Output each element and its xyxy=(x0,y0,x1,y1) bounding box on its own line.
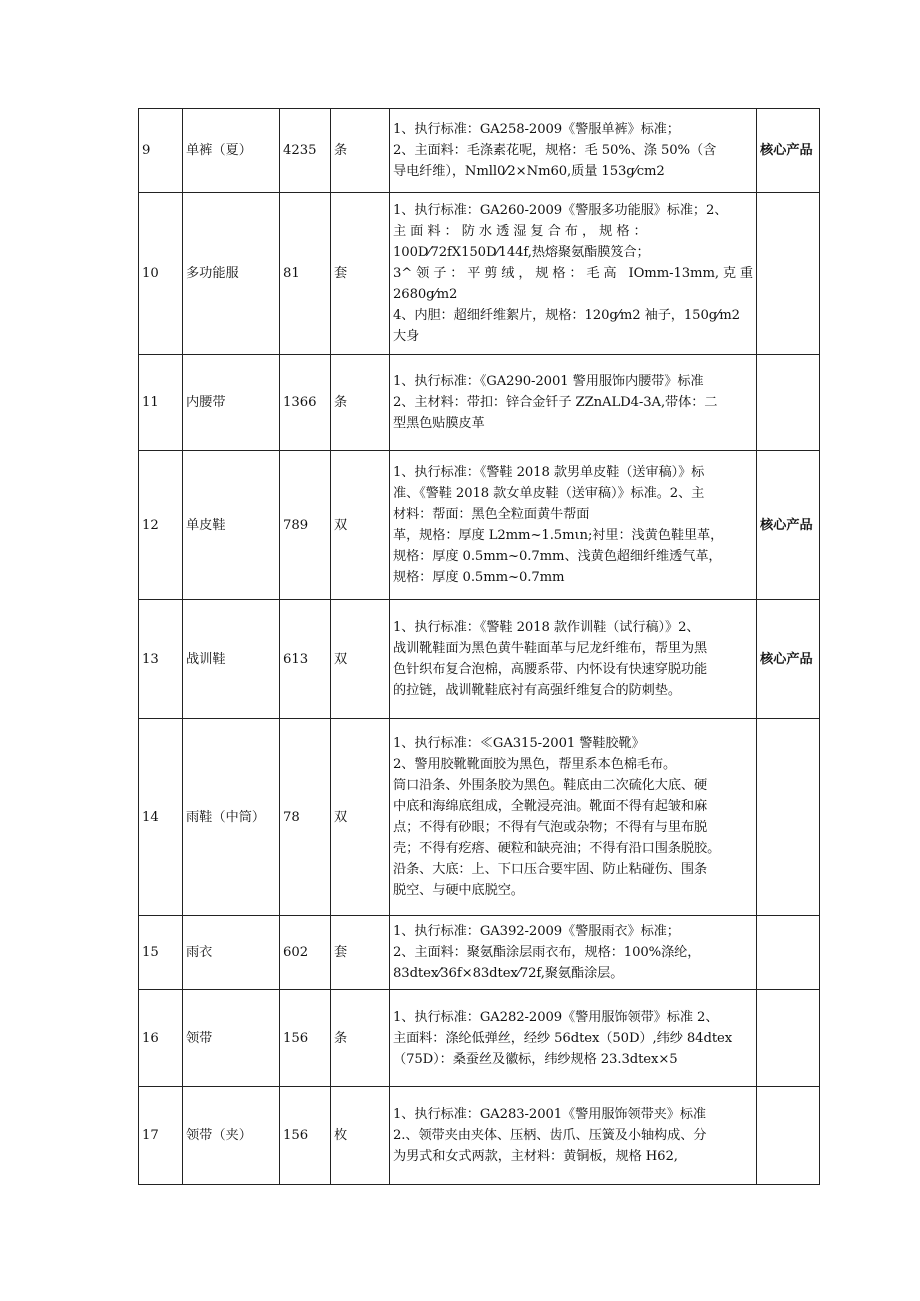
spec-line: 主面料：涤纶低弹丝，经纱 56dtex（50D）,纬纱 84dtex xyxy=(393,1030,733,1046)
cell-no: 15 xyxy=(139,916,183,990)
spec-line: 2、主面料：聚氨酯涂层雨衣布，规格：100%涤纶， xyxy=(393,945,701,960)
cell-spec xyxy=(390,355,757,451)
cell-unit: 双 xyxy=(331,719,390,916)
spec-line: 革，规格：厚度 L2mm~1.5mιn;衬里：浅黄色鞋里革， xyxy=(393,528,724,543)
spec-line: 壳；不得有疙瘩、硬粒和缺亮油；不得有沿口围条脱胶。 xyxy=(393,841,721,856)
cell-qty: 789 xyxy=(280,451,331,600)
spec-line: 材料：帮面：黑色全粒面黄牛帮面 xyxy=(393,507,590,522)
product-spec-table xyxy=(138,108,820,1185)
spec-line: 1、执行标准：GA392-2009《警服雨衣》标准； xyxy=(393,924,680,939)
cell-qty: 78 xyxy=(280,719,331,916)
cell-note: 核心产品 xyxy=(757,600,820,719)
cell-qty: 602 xyxy=(280,916,331,990)
table-row xyxy=(139,600,820,719)
table-row xyxy=(139,990,820,1087)
spec-line: 中底和海绵底组成，全靴浸亮油。靴面不得有起皱和麻 xyxy=(393,799,708,814)
spec-line: 1、执行标准：《警鞋 2018 款男单皮鞋（送审稿）》标 xyxy=(393,465,705,480)
cell-note xyxy=(757,719,820,916)
cell-spec xyxy=(390,600,757,719)
cell-spec xyxy=(390,1087,757,1185)
cell-note xyxy=(757,916,820,990)
spec-line: 83dtex⁄36f×83dtex⁄72f,聚氨酯涂层。 xyxy=(393,966,624,981)
cell-spec xyxy=(390,990,757,1087)
spec-line: 规格：厚度 0.5mm~0.7mm xyxy=(393,570,565,585)
cell-no: 11 xyxy=(139,355,183,451)
spec-line: 大身 xyxy=(393,329,420,344)
table-body xyxy=(139,109,820,1185)
spec-line: 2、警用胶靴靴面胶为黑色，帮里系本色棉毛布。 xyxy=(393,757,677,772)
spec-line: 1、执行标准：《警鞋 2018 款作训鞋（试行稿）》2、 xyxy=(393,620,700,635)
spec-line: 沿条、大底：上、下口压合要牢固、防止粘碰伤、围条 xyxy=(393,862,708,877)
cell-qty: 81 xyxy=(280,193,331,355)
spec-line: 导电纤维），Nmll0⁄2×Nm60,质量 153g⁄cm2 xyxy=(393,164,665,179)
table-row xyxy=(139,109,820,193)
cell-no: 10 xyxy=(139,193,183,355)
cell-unit: 双 xyxy=(331,600,390,719)
cell-note xyxy=(757,1087,820,1185)
cell-name: 雨衣 xyxy=(183,916,280,990)
cell-name: 领带 xyxy=(183,990,280,1087)
cell-no: 17 xyxy=(139,1087,183,1185)
cell-qty: 156 xyxy=(280,990,331,1087)
cell-unit: 条 xyxy=(331,990,390,1087)
cell-no: 14 xyxy=(139,719,183,916)
cell-spec xyxy=(390,451,757,600)
cell-spec xyxy=(390,916,757,990)
cell-note xyxy=(757,990,820,1087)
spec-line: 为男式和女式两款，主材料：黄铜板，规格 H62, xyxy=(393,1149,678,1164)
spec-line: 4、内胆：超细纤维絮片，规格：120g⁄m2 袖子，150g⁄m2 xyxy=(393,308,740,323)
spec-line: 型黑色贴膜皮革 xyxy=(393,416,485,431)
cell-unit: 条 xyxy=(331,355,390,451)
cell-spec xyxy=(390,109,757,193)
table-row xyxy=(139,193,820,355)
cell-unit: 双 xyxy=(331,451,390,600)
table-row xyxy=(139,451,820,600)
cell-spec xyxy=(390,193,757,355)
table-row xyxy=(139,1087,820,1185)
spec-line: 点；不得有砂眼；不得有气泡或杂物；不得有与里布脱 xyxy=(393,820,708,835)
cell-note: 核心产品 xyxy=(757,451,820,600)
spec-line: 100D⁄72fX150D⁄144f,热熔聚氨酯膜笈合； xyxy=(393,245,650,260)
spec-line: 1、执行标准：GA258-2009《警服单裤》标准； xyxy=(393,122,680,137)
cell-name: 雨鞋（中筒） xyxy=(183,719,280,916)
cell-qty: 1366 xyxy=(280,355,331,451)
cell-unit: 枚 xyxy=(331,1087,390,1185)
cell-unit: 套 xyxy=(331,916,390,990)
spec-line: 3^领子：平剪绒，规格：毛高 IOmm-13mm,克重 2680g⁄m2 xyxy=(393,266,753,302)
table-row xyxy=(139,916,820,990)
cell-qty: 613 xyxy=(280,600,331,719)
cell-no: 12 xyxy=(139,451,183,600)
spec-line: 2、主材料：带扣：锌合金钎子 ZZnALD4-3A,带体：二 xyxy=(393,395,718,410)
cell-spec xyxy=(390,719,757,916)
cell-note: 核心产品 xyxy=(757,109,820,193)
cell-no: 16 xyxy=(139,990,183,1087)
table-row xyxy=(139,355,820,451)
spec-line: 1、执行标准：≪GA315-2001 警鞋胶靴》 xyxy=(393,736,645,751)
cell-qty: 4235 xyxy=(280,109,331,193)
spec-line: 1、执行标准：GA260-2009《警服多功能服》标准；2、 xyxy=(393,203,728,218)
spec-line: 规格：厚度 0.5mm~0.7mm、浅黄色超细纤维透气革， xyxy=(393,549,722,564)
cell-name: 内腰带 xyxy=(183,355,280,451)
cell-qty: 156 xyxy=(280,1087,331,1185)
spec-line: 1、执行标准：《GA290-2001 警用服饰内腰带》标准 xyxy=(393,374,704,389)
spec-line: 筒口沿条、外围条胶为黑色。鞋底由二次硫化大底、硬 xyxy=(393,778,708,793)
spec-line: 2、主面料：毛涤素花呢，规格：毛 50%、涤 50%（含 xyxy=(393,143,717,158)
spec-line: 准、《警鞋 2018 款女单皮鞋（送审稿）》标准。2、主 xyxy=(393,486,705,501)
cell-unit: 条 xyxy=(331,109,390,193)
table-row xyxy=(139,719,820,916)
spec-line: 脱空、与硬中底脱空。 xyxy=(393,883,524,898)
spec-line: 主 面 料 ： 防 水 透 湿 复 合 布 ， 规 格 ： xyxy=(393,224,647,239)
cell-no: 9 xyxy=(139,109,183,193)
cell-unit: 套 xyxy=(331,193,390,355)
spec-line: （75D）：桑蚕丝及徽标，纬纱规格 23.3dtex×5 xyxy=(393,1051,678,1067)
cell-name: 战训鞋 xyxy=(183,600,280,719)
cell-name: 多功能服 xyxy=(183,193,280,355)
cell-note xyxy=(757,355,820,451)
spec-line: 战训靴鞋面为黑色黄牛鞋面革与尼龙纤维布，帮里为黑 xyxy=(393,641,708,656)
spec-line: 的拉链，战训靴鞋底衬有高强纤维复合的防刺垫。 xyxy=(393,683,681,698)
spec-line: 1、执行标准：GA282-2009《警用服饰领带》标准 2、 xyxy=(393,1009,719,1025)
cell-name: 单裤（夏） xyxy=(183,109,280,193)
spec-line: 2.、领带夹由夹体、压柄、齿爪、压簧及小轴构成、分 xyxy=(393,1128,707,1143)
cell-note xyxy=(757,193,820,355)
cell-name: 领带（夹） xyxy=(183,1087,280,1185)
cell-name: 单皮鞋 xyxy=(183,451,280,600)
spec-line: 色针织布复合泡棉，高腰系带、内怀设有快速穿脱功能 xyxy=(393,662,708,677)
spec-line: 1、执行标准：GA283-2001《警用服饰领带夹》标准 xyxy=(393,1107,707,1122)
cell-no: 13 xyxy=(139,600,183,719)
